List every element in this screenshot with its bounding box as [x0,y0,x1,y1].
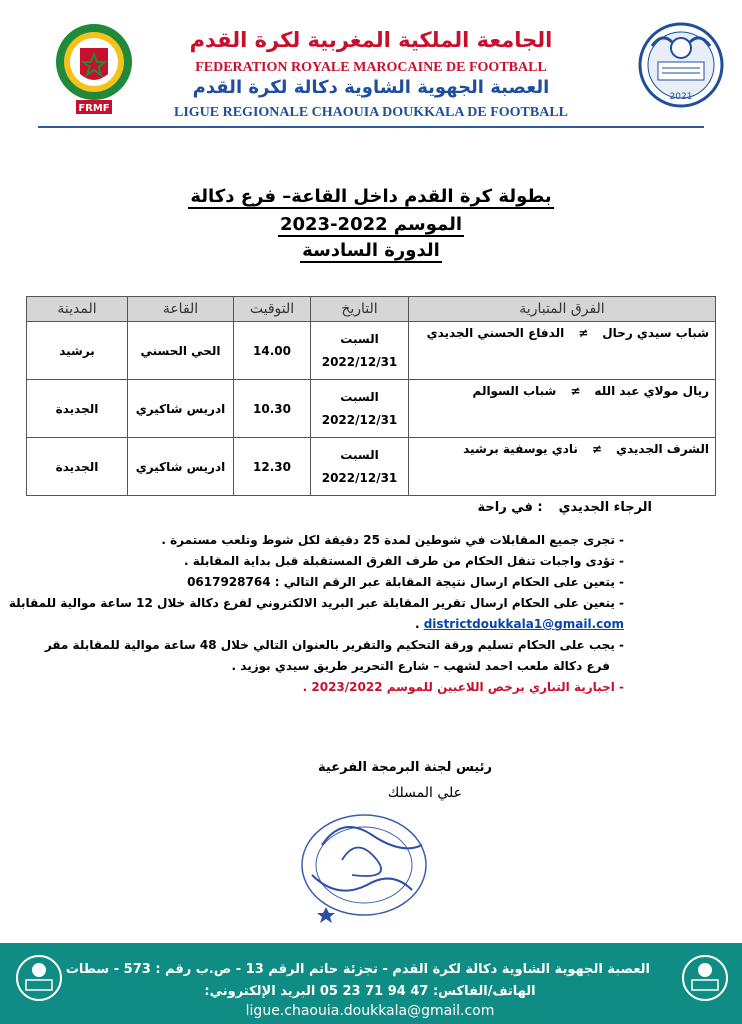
championship-title: بطولة كرة القدم داخل القاعة– فرع دكالة [190,186,552,207]
teams-cell [409,322,716,380]
header-time: التوقيت [234,297,311,322]
footer-logo-right [680,952,730,1004]
instruction-item-license: - اجبارية التباري برخص اللاعبين للموسم 2023/2022 . [302,680,624,694]
header-teams: الفرق المتبارية [409,297,716,322]
team-a: شباب السوالم [472,384,557,398]
signatory-name: علي المسلك [387,785,462,801]
footer-phone: الهاتف/الفاكس: 47 94 71 23 05 البريد الإلكتروني: [204,984,536,999]
ligue-logo-year: 2021 [669,92,693,102]
day-label: السبت [340,389,379,404]
instruction-item: - تجرى جميع المقابلات في شوطين لمدة 25 دقيقة لكل شوط وتلعب مستمرة . [161,533,624,547]
instruction-item: - يتعين على الحكام ارسال نتيجة المقابلة عبر الرقم التالي : 0617928764 [187,575,624,589]
rest-team-name: الرجاء الجديدي [558,500,652,515]
instruction-item: - يجب على الحكام تسليم ورقة التحكيم والتقرير بالعنوان التالي خلال 48 ساعة موالية للمقابلة مقر [44,638,624,652]
instruction-item: فرع دكالة ملعب احمد لشهب – شارع التحرير طريق سيدي بوزيد . [231,659,610,673]
league-title-fr: LIGUE REGIONALE CHAOUIA DOUKKALA DE FOOTBALL [173,105,568,120]
hall-cell: ادريس شاكيري [128,380,234,438]
match-table [26,296,716,496]
city-cell: برشيد [27,322,128,380]
federation-title-ar: الجامعة الملكية المغربية لكرة القدم [189,28,553,52]
versus-symbol: ≠ [591,442,602,456]
league-title-ar: العصبة الجهوية الشاوية دكالة لكرة القدم [192,77,550,98]
round-title: الدورة السادسة [302,240,440,261]
teams-cell [409,438,716,496]
time-cell: 14.00 [234,322,311,380]
date-cell [311,380,409,438]
time-cell: 12.30 [234,438,311,496]
table-row [27,438,716,496]
instruction-item: - تؤدى واجبات تنقل الحكام من طرف الفرق المستقبلة قبل بداية المقابلة . [184,554,624,568]
table-header-row [27,297,716,322]
header-date: التاريخ [311,297,409,322]
time-cell: 10.30 [234,380,311,438]
signatory-title: رئيس لجنة البرمجة الفرعية [318,760,492,775]
footer-logo-left [14,952,64,1004]
versus-symbol: ≠ [578,326,589,340]
rest-team-line [478,500,652,515]
day-label: السبت [340,447,379,462]
header-city: المدينة [27,297,128,322]
district-email-link[interactable]: districtdoukkala1@gmail.com [423,617,624,631]
hall-cell: الحي الحسني [128,322,234,380]
date-cell [311,322,409,380]
team-a: نادي يوسفية برشيد [463,442,578,456]
teams-cell [409,380,716,438]
rest-status: : في راحة [477,500,543,515]
date-label: 2022/12/31 [321,470,398,485]
city-cell: الجديدة [27,438,128,496]
hall-cell: ادريس شاكيري [128,438,234,496]
date-label: 2022/12/31 [321,412,398,427]
city-cell: الجديدة [27,380,128,438]
instructions-list: - تجرى جميع المقابلات في شوطين لمدة 25 دقيقة لكل شوط وتلعب مستمرة . - تؤدى واجبات تنقل الحكام من طرف الفرق المستقبلة قبل بداية المقابلة . - يتعين على الحكام ارسال نتيجة المقابلة عبر الرقم التالي : 0617928764 - يتعين على الحكام ارسال تقرير المقابلة عبر البريد الالكتروني لفرع دكالة خلال 12 ساعة موالية للمقابلة districtdoukkala1@gmail.com . - يجب على الحكام تسليم ورقة التحكيم والتقرير بالعنوان التالي خلال 48 ساعة موالية للمقابلة مقر فرع دكالة ملعب احمد لشهب – شارع التحرير طريق سيدي بوزيد . - اجبارية التباري برخص اللاعبين للموسم 2023/2022 . [64,530,624,698]
date-label: 2022/12/31 [321,354,398,369]
footer-email[interactable]: ligue.chaouia.doukkala@gmail.com [245,1003,495,1019]
table-row [27,380,716,438]
signature-stamp-icon [282,805,452,925]
instruction-item: - يتعين على الحكام ارسال تقرير المقابلة عبر البريد الالكتروني لفرع دكالة خلال 12 ساعة موالية للمقابلة [8,596,624,610]
footer-address: العصبة الجهوية الشاوية دكالة لكرة القدم - تجزئة حاتم الرقم 13 - ص.ب رقم : 573 - سطات [65,962,650,977]
header-hall: القاعة [128,297,234,322]
team-b: الشرف الجديدي [615,442,709,456]
day-label: السبت [340,331,379,346]
header-divider [38,126,704,128]
versus-symbol: ≠ [570,384,581,398]
date-cell [311,438,409,496]
season-title: الموسم 2022-2023 [279,214,463,235]
frmf-logo-text: FRMF [78,103,110,114]
table-row [27,322,716,380]
team-b: شباب سيدي رحال [602,326,709,340]
federation-title-fr: FEDERATION ROYALE MAROCAINE DE FOOTBALL [195,60,547,75]
team-b: ريال مولاي عبد الله [594,384,709,398]
team-a: الدفاع الحسني الجديدي [426,326,565,340]
